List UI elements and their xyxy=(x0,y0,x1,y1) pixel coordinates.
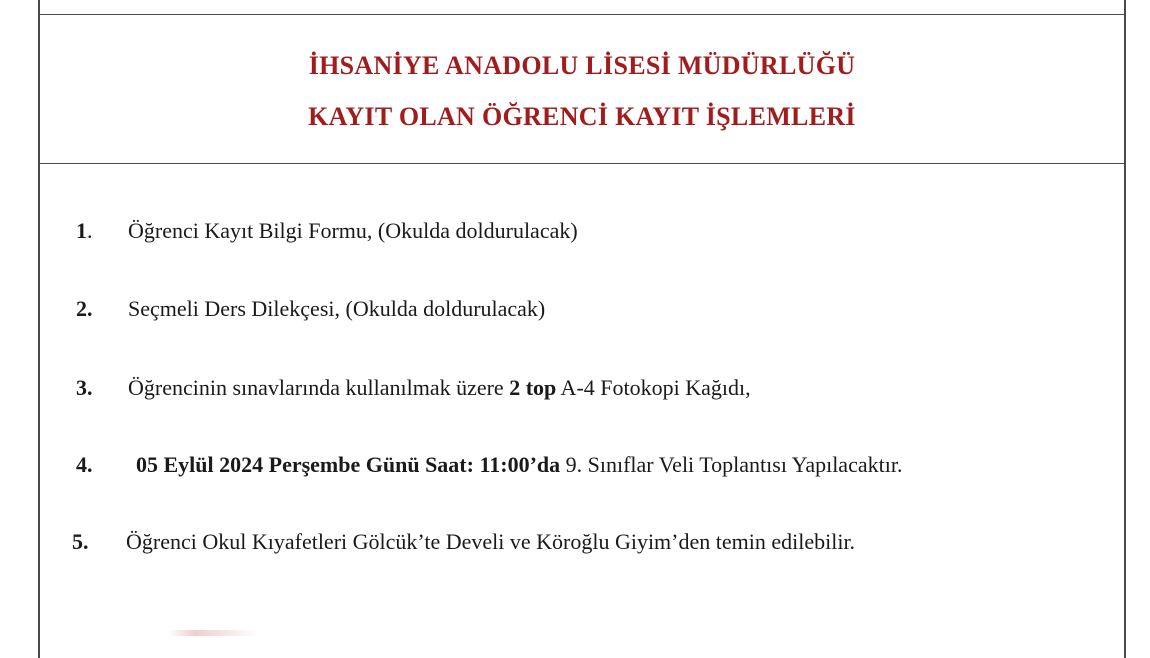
document-title: KAYIT OLAN ÖĞRENCİ KAYIT İŞLEMLERİ xyxy=(308,102,856,131)
document-header xyxy=(40,16,1124,162)
item-4-number: 4. xyxy=(76,452,93,477)
item-3-text-bold: 2 top xyxy=(509,375,557,400)
item-4-text-end: 9. Sınıflar Veli Toplantısı Yapılacaktır. xyxy=(560,452,903,477)
item-3-text-start: Öğrencinin sınavlarında kullanılmak üzere xyxy=(128,375,510,400)
item-3-number: 3. xyxy=(76,375,93,400)
item-4-text-bold: 05 Eylül 2024 Perşembe Günü Saat: 11:00’da xyxy=(136,452,561,477)
item-2-number: 2. xyxy=(76,296,93,321)
item-4-text xyxy=(136,452,902,478)
item-1-number-dot: . xyxy=(87,218,93,243)
item-1-number-digit: 1 xyxy=(76,218,87,243)
item-1-text: Öğrenci Kayıt Bilgi Formu, (Okulda doldurulacak) xyxy=(128,218,578,243)
item-5-text: Öğrenci Okul Kıyafetleri Gölcük’te Develi ve Köroğlu Giyim’den temin edilebilir. xyxy=(126,529,856,554)
faint-mark xyxy=(168,630,258,636)
item-5-number: 5. xyxy=(72,529,89,554)
item-3-text xyxy=(128,375,751,401)
item-2-text: Seçmeli Ders Dilekçesi, (Okulda doldurulacak) xyxy=(128,296,546,321)
item-1-number xyxy=(76,218,93,244)
header-divider xyxy=(38,163,1126,164)
top-divider xyxy=(38,14,1126,15)
item-3-text-end: A-4 Fotokopi Kağıdı, xyxy=(556,375,751,400)
school-title: İHSANİYE ANADOLU LİSESİ MÜDÜRLÜĞÜ xyxy=(308,51,856,80)
